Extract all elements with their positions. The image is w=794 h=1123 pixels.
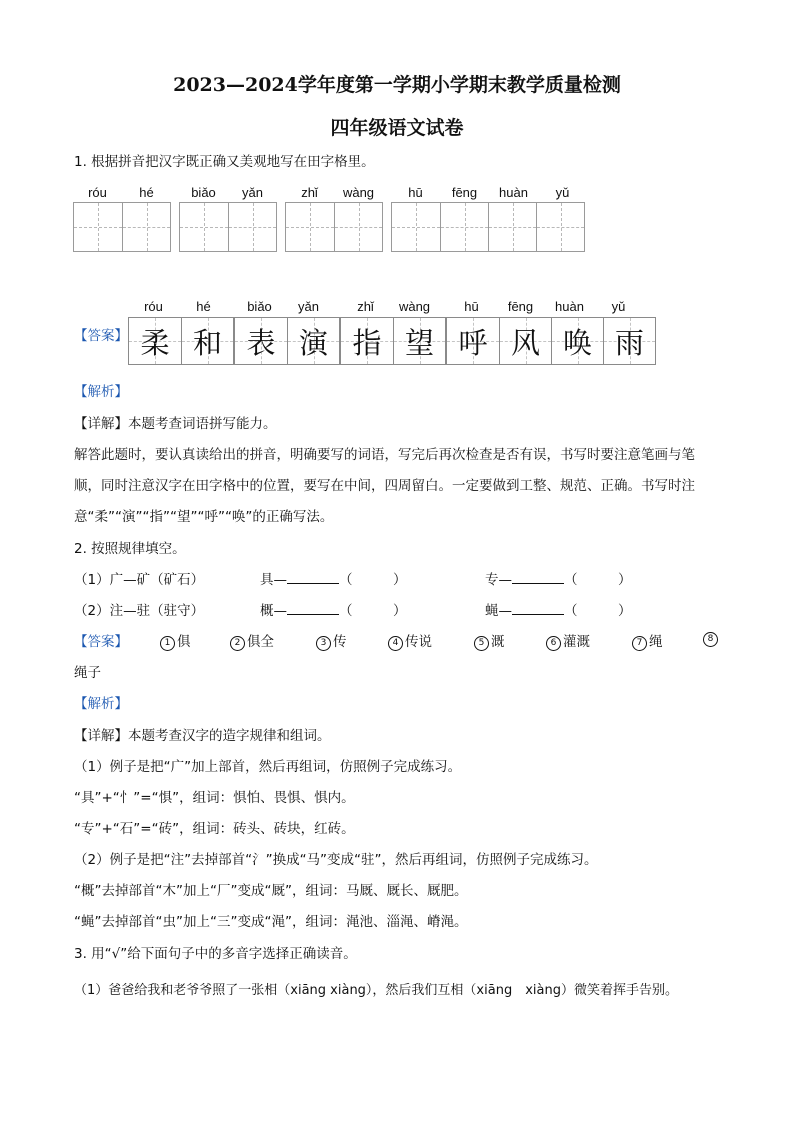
exam-subtitle: 四年级语文试卷 [330, 117, 464, 139]
fill-blank[interactable] [512, 602, 564, 615]
pinyin: yǔ [555, 185, 570, 200]
q1-prompt: 1. 根据拼音把汉字既正确又美观地写在田字格里。 [74, 154, 375, 170]
q2-item [260, 599, 407, 619]
q2-item [485, 568, 632, 588]
detail-text: 本题考查词语拼写能力。 [128, 416, 277, 432]
q2-answer [316, 630, 347, 651]
answer-grid-2 [234, 317, 340, 365]
q2-answer [703, 630, 720, 647]
q2-answer [160, 630, 191, 651]
pinyin: biǎo [191, 185, 216, 200]
circled-number: 4 [388, 636, 403, 651]
q2-item [260, 568, 407, 588]
circled-number: 1 [160, 636, 175, 651]
pinyin: hū [464, 299, 479, 314]
q2-line: “专”+“石”=“砖”，组词：砖头、砖块，红砖。 [74, 821, 355, 837]
fill-blank[interactable] [287, 571, 339, 584]
q1-analysis-tag: 【解析】 [74, 384, 128, 400]
answer-char: 表 [246, 325, 276, 360]
exam-title: 2023—2024学年度第一学期小学期末教学质量检测 [173, 74, 621, 96]
pinyin: huàn [499, 185, 528, 200]
answer-text: 俱 [177, 634, 191, 650]
pinyin: hé [196, 299, 211, 314]
q3-sentence[interactable]: （1）爸爸给我和老爷爷照了一张相（xiāng xiàng），然后我们互相（xiāng xiàng）微笑着挥手告别。 [74, 983, 678, 998]
pinyin: huàn [555, 299, 584, 314]
circled-number: 8 [703, 632, 718, 647]
q2-line: （2）例子是把“注”去掉部首“氵”换成“马”变成“驻”，然后再组词，仿照例子完成练习。 [74, 852, 598, 868]
q2-example: （1）广—矿（矿石） [74, 572, 205, 588]
pinyin: hū [408, 185, 423, 200]
paren[interactable]: （ ） [339, 603, 407, 619]
answer-char: 呼 [458, 325, 488, 360]
q2-answer-wrap: 绳子 [74, 665, 101, 681]
pinyin: yǎn [242, 185, 263, 200]
pinyin: róu [144, 299, 163, 314]
q2-line: （1）例子是把“广”加上部首，然后再组词，仿照例子完成练习。 [74, 759, 462, 775]
q1-explain-line: 顺，同时注意汉字在田字格中的位置，要写在中间，四周留白。一定要做到工整、规范、正确。书写时注 [74, 478, 695, 494]
answer-char: 望 [404, 325, 434, 360]
detail-text: 本题考查汉字的造字规律和组词。 [128, 728, 331, 744]
q2-analysis-tag: 【解析】 [74, 696, 128, 712]
q2-prompt: 2. 按照规律填空。 [74, 541, 186, 557]
answer-text: 绳 [649, 634, 663, 650]
pinyin: fēng [451, 185, 478, 200]
q2-answer [388, 630, 432, 651]
tianzi-grid-4[interactable] [391, 202, 585, 252]
q2-answer [230, 630, 274, 651]
paren[interactable]: （ ） [339, 572, 407, 588]
q2-answer-tag: 【答案】 [74, 634, 128, 650]
q2-item [485, 599, 632, 619]
answer-char: 雨 [614, 325, 644, 360]
q3-prompt: 3. 用“√”给下面句子中的多音字选择正确读音。 [74, 946, 357, 962]
q2-item-label: 专— [485, 572, 512, 588]
circled-number: 6 [546, 636, 561, 651]
paren[interactable]: （ ） [564, 603, 632, 619]
answer-char: 柔 [140, 325, 170, 360]
answer-grid-3 [340, 317, 446, 365]
answer-char: 唤 [562, 325, 592, 360]
q2-line: “具”+“忄”=“惧”，组词：惧怕、畏惧、惧内。 [74, 790, 355, 806]
q1-explain-line: 意“柔”“演”“指”“望”“呼”“唤”的正确写法。 [74, 509, 334, 525]
q2-answer [474, 630, 505, 651]
answer-char: 风 [510, 325, 540, 360]
pinyin: zhǐ [357, 299, 374, 314]
answer-text: 俱全 [247, 634, 274, 650]
detail-tag: 【详解】 [74, 728, 128, 744]
answer-text: 传说 [405, 634, 432, 650]
pinyin: wàng [398, 299, 431, 314]
q2-item-label: 蝇— [485, 603, 512, 619]
answer-char: 指 [352, 325, 382, 360]
answer-text: 灌溉 [563, 634, 590, 650]
pinyin: zhǐ [301, 185, 318, 200]
fill-blank[interactable] [287, 602, 339, 615]
q1-explain-line: 解答此题时，要认真读给出的拼音，明确要写的词语，写完后再次检查是否有误，书写时要注意笔画与笔 [74, 447, 695, 463]
q2-item-label: 概— [260, 603, 287, 619]
tianzi-grid-2[interactable] [179, 202, 277, 252]
answer-text: 溉 [491, 634, 505, 650]
q2-item-label: 具— [260, 572, 287, 588]
tianzi-grid-3[interactable] [285, 202, 383, 252]
q2-line: “蝇”去掉部首“虫”加上“三”变成“渑”，组词：渑池、淄渑、嵴渑。 [74, 914, 468, 930]
pinyin: wàng [342, 185, 375, 200]
pinyin: yǎn [298, 299, 319, 314]
answer-char: 和 [192, 325, 222, 360]
q2-answer [546, 630, 590, 651]
q2-answer [632, 630, 663, 651]
answer-grid-1 [128, 317, 234, 365]
circled-number: 2 [230, 636, 245, 651]
circled-number: 5 [474, 636, 489, 651]
q2-detail [74, 724, 331, 744]
paren[interactable]: （ ） [564, 572, 632, 588]
answer-text: 传 [333, 634, 347, 650]
pinyin: róu [88, 185, 107, 200]
q2-example: （2）注—驻（驻守） [74, 603, 205, 619]
tianzi-grid-1[interactable] [73, 202, 171, 252]
detail-tag: 【详解】 [74, 416, 128, 432]
answer-char: 演 [298, 325, 328, 360]
fill-blank[interactable] [512, 571, 564, 584]
q1-detail [74, 412, 277, 432]
pinyin: yǔ [611, 299, 626, 314]
circled-number: 7 [632, 636, 647, 651]
pinyin: fēng [507, 299, 534, 314]
pinyin: biǎo [247, 299, 272, 314]
q1-answer-tag: 【答案】 [74, 328, 128, 344]
circled-number: 3 [316, 636, 331, 651]
pinyin: hé [139, 185, 154, 200]
q2-line: “概”去掉部首“木”加上“厂”变成“厩”，组词：马厩、厩长、厩肥。 [74, 883, 468, 899]
answer-grid-4 [446, 317, 656, 365]
